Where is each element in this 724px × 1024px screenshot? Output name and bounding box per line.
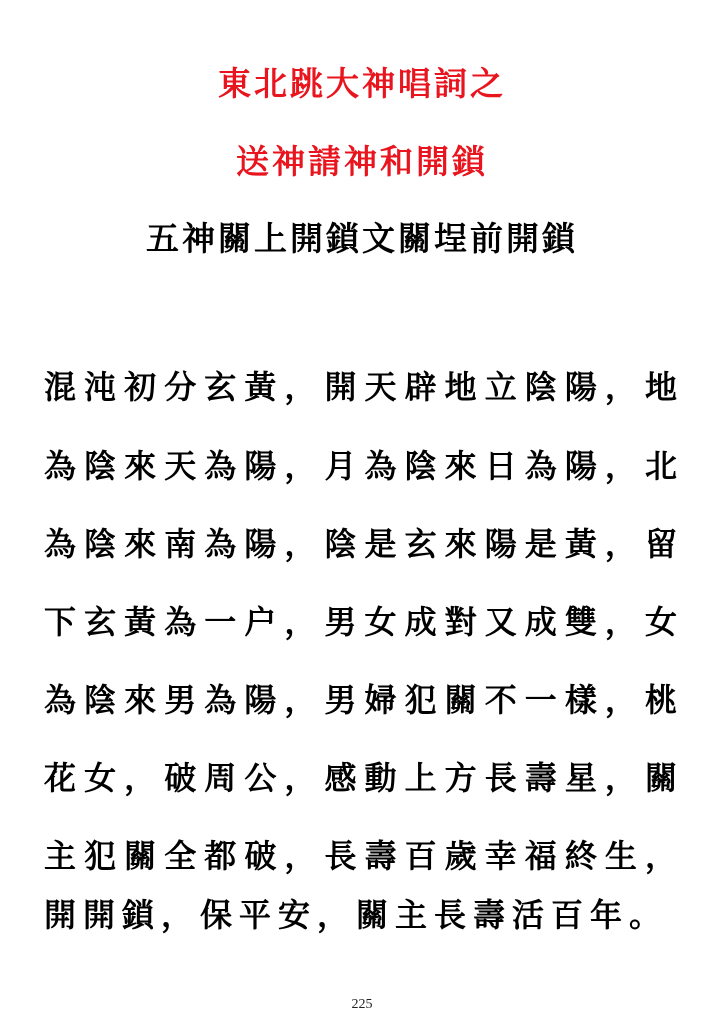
body-line-2: 為陰來天為陽，月為陰來日為陽，北 — [44, 447, 684, 485]
body-line-8: 開開鎖，保平安，關主長壽活百年。 — [44, 896, 669, 934]
body-line-3: 為陰來南為陽，陰是玄來陽是黃，留 — [44, 525, 684, 563]
body-line-5: 為陰來男為陽，男婦犯關不一樣，桃 — [44, 681, 684, 719]
body-line-4: 下玄黃為一户，男女成對又成雙，女 — [44, 603, 684, 641]
title-line-1: 東北跳大神唱詞之 — [218, 64, 506, 103]
subtitle: 五神關上開鎖文關埕前開鎖 — [146, 219, 578, 258]
title-line-2: 送神請神和開鎖 — [236, 142, 488, 181]
body-line-1: 混沌初分玄黃，開天辟地立陰陽，地 — [44, 368, 684, 406]
page-number: 225 — [351, 997, 373, 1012]
body-line-6: 花女，破周公，感動上方長壽星，關 — [44, 759, 684, 797]
body-line-7: 主犯關全都破，長壽百歲幸福終生， — [44, 837, 684, 875]
